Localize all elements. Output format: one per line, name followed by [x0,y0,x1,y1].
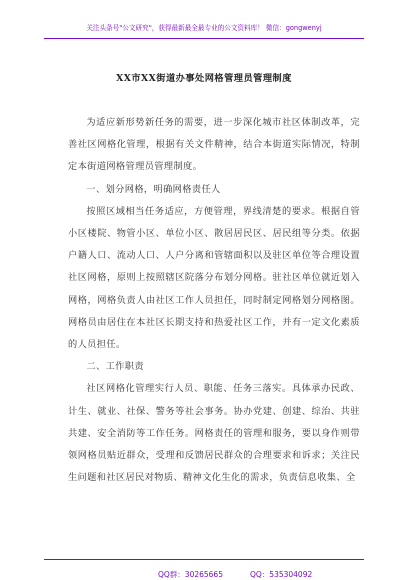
footer-qq: QQ：535304092 [250,570,313,579]
page-header [0,22,408,32]
footer-qq-group: QQ群：30265665 [158,570,223,579]
document-title: XX市XX街道办事处网格管理员管理制度 [116,73,292,84]
section-heading-1: 一、划分网格，明确网格责任人 [86,183,221,195]
footer-divider [44,559,364,560]
section-heading-2: 二、工作职责 [86,361,144,373]
section-1-paragraph: 按照区域相当任务适应，方便管理，界线清楚的要求。根据自管小区楼院、物管小区、单位小区、散居居民区、居民组等分类。依据户籍人口、流动人口、人户分离和管辖面积以及驻区单位等合理设置社区网格，原则上按照辖区院落分布划分网格。驻社区单位就近划入网格，网格负责人由社区工作人员担任，同时制定网格划分网格图。网格员由居住在本社区长期支持和热爱社区工作，并有一定文化素质的人员担任。 [68,205,360,351]
section-2-paragraph: 社区网格化管理实行人员、职能、任务三落实。具体承办民政、计生、就业、社保、警务等社会事务。协办党建、创建、综治、共驻共建、安全消防等工作任务。网格责任的管理和服务，要以身作则带领网格员贴近群众，受理和反馈居民群众的合理要求和诉求；关注民生问题和社区居民对物质、精神文化生化的需求，负责信息收集、全 [68,383,360,484]
header-divider [44,38,364,39]
intro-paragraph: 为适应新形势新任务的需要，进一步深化城市社区体制改革，完善社区网格化管理，根据有关文件精神，结合本街道实际情况，特制定本街道网格管理员管理制度。 [68,117,360,173]
document-body [68,112,360,489]
header-text: 关注头条号"公文研究"，获得最新最全最专业的公文资料库！ 微信：gongwenyj [86,24,322,32]
